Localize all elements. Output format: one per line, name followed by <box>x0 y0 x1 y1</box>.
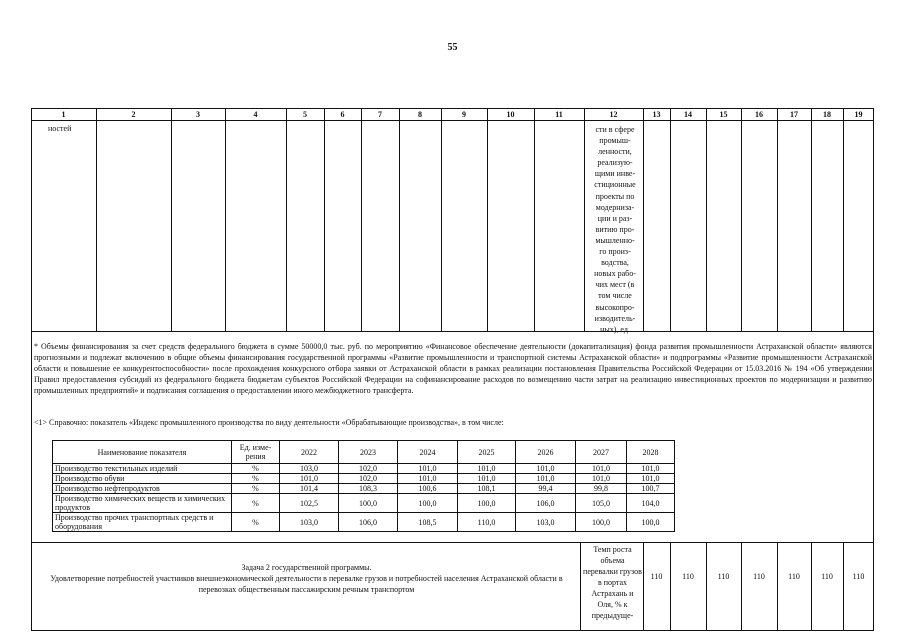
indicator-line: модерниза- <box>595 202 635 212</box>
row-value: 102,0 <box>339 464 398 474</box>
row-value: 99,4 <box>516 484 576 494</box>
task-value: 110 <box>717 572 730 581</box>
table-row <box>53 513 675 532</box>
column-number: 6 <box>340 110 345 119</box>
row-value: 101,0 <box>280 474 339 484</box>
header-year: 2023 <box>339 441 398 464</box>
row-value: 106,0 <box>516 494 576 513</box>
task-title: Задача 2 государственной программы. <box>241 563 372 572</box>
column-number: 7 <box>378 110 382 119</box>
task-text: Удовлетворение потребностей участников внешнеэкономической деятельности в перевалке грузов и потребностей населения Астраханской области в перевозках общественным пассажирским речным транспортом <box>50 574 563 594</box>
column-number: 11 <box>555 110 563 119</box>
col-divider <box>580 542 581 631</box>
column-number: 15 <box>719 110 728 119</box>
reference-note: <1> Справочно: показатель «Индекс промышленного производства по виду деятельности «Обрабатывающие производства», в том числе: <box>34 418 504 427</box>
indicator-line: новых рабо- <box>594 269 636 279</box>
task-value: 110 <box>650 572 663 581</box>
footnote-row-divider <box>31 542 874 543</box>
col-divider <box>741 542 742 631</box>
column-number: 13 <box>652 110 661 119</box>
row-value: 108,1 <box>458 484 516 494</box>
row-name: Производство прочих транспортных средств и оборудования <box>53 513 232 532</box>
row-value: 100,7 <box>627 484 675 494</box>
row-value: 99,8 <box>576 484 627 494</box>
row-name: Производство нефтепродуктов <box>53 484 232 494</box>
indicator-line: ции и раз- <box>597 213 633 223</box>
row-value: 100,0 <box>339 494 398 513</box>
header-year: 2024 <box>398 441 458 464</box>
col-divider <box>324 108 325 331</box>
col-divider <box>361 108 362 331</box>
column-number: 19 <box>854 110 863 119</box>
header-indicator-name: Наименование показателя <box>53 441 232 464</box>
col-divider <box>96 108 97 331</box>
indicator-line: витию про- <box>595 224 635 234</box>
column-number: 12 <box>609 110 618 119</box>
row-value: 101,0 <box>458 474 516 484</box>
row-name: Производство текстильных изделий <box>53 464 232 474</box>
table-row <box>53 494 675 513</box>
column-number: 10 <box>506 110 515 119</box>
row-name: Производство химических веществ и химических продуктов <box>53 494 232 513</box>
indicator-line: ленности, <box>598 147 632 157</box>
indicator-line: высокопро- <box>595 302 635 312</box>
row-value: 103,0 <box>280 464 339 474</box>
col-divider <box>777 542 778 631</box>
header-row-divider <box>31 120 874 121</box>
row-value: 101,0 <box>398 464 458 474</box>
col-divider <box>399 108 400 331</box>
col-divider <box>811 108 812 331</box>
col-divider <box>441 108 442 331</box>
indicator-line: мышленно- <box>595 235 635 245</box>
indicator-line: щими инве- <box>594 169 636 179</box>
indicator-line: том числе <box>598 291 632 301</box>
col-divider <box>643 108 644 331</box>
row-value: 100,0 <box>627 513 675 532</box>
row-value: 101,0 <box>576 464 627 474</box>
header-year: 2022 <box>280 441 339 464</box>
row-value: 101,0 <box>516 474 576 484</box>
task-value: 110 <box>753 572 765 581</box>
col-divider <box>741 108 742 331</box>
header-year: 2025 <box>458 441 516 464</box>
row-value: 108,3 <box>339 484 398 494</box>
table-row <box>53 474 675 484</box>
row-value: 102,5 <box>280 494 339 513</box>
continuation-row-divider <box>31 331 874 332</box>
indicator-line: проекты по <box>595 191 635 201</box>
row-value: 100,0 <box>398 494 458 513</box>
row-value: 100,6 <box>398 484 458 494</box>
reference-table-header <box>53 441 675 464</box>
page-number: 55 <box>447 42 458 53</box>
column-number: 4 <box>253 110 258 119</box>
column-number: 18 <box>823 110 831 119</box>
task-value: 110 <box>852 572 865 581</box>
indicator-line: сти в сфере <box>595 125 635 134</box>
col-divider <box>843 542 844 631</box>
column-number: 5 <box>303 110 307 119</box>
row-value: 102,0 <box>339 474 398 484</box>
row-unit: % <box>232 484 280 494</box>
task-indicator-name: Темп роста объема перевалки грузов в портах Астрахань и Оля, % к предыдуще- <box>583 545 642 620</box>
indicator-line: водства, <box>601 258 629 268</box>
column-number: 8 <box>418 110 422 119</box>
row-value: 100,0 <box>576 513 627 532</box>
column-number: 9 <box>462 110 466 119</box>
header-unit: Ед. изме-рения <box>232 441 280 464</box>
col-divider <box>670 108 671 331</box>
header-year: 2026 <box>516 441 576 464</box>
row-unit: % <box>232 494 280 513</box>
task-value: 110 <box>788 572 800 581</box>
indicator-line: стиционные <box>594 180 636 190</box>
row-unit: % <box>232 464 280 474</box>
footnote-text: * Объемы финансирования за счет средств федерального бюджета в сумме 50000,0 тыс. руб. по мероприятию «Финансовое обеспечение деятельности (докапитализация) фонда развития промышленности Астраханской области» являются прогнозными и подлежат включению в общие объемы финансирования государственной программы «Развитие промышленности и транспортной системы Астраханской области» и подпрограммы «Развитие промышленности Астраханской области и повышение ее конкурентоспособности» после прохождения конкурсного отбора заявки от Астраханской области в рамках реализации постановления Правительства Российской Федерации от 15.03.2016 № 194 «Об утверждении Правил предоставления субсидий из федерального бюджета бюджетам субъектов Российской Федерации на софинансирование расходов по возмещению части затрат на реализацию инвестиционных проектов по модернизации и развитию промышленных предприятий» и подписания соглашения о предоставлении иного межбюджетного трансферта. <box>34 342 872 395</box>
row-value: 103,0 <box>280 513 339 532</box>
row-value: 105,0 <box>576 494 627 513</box>
column-number: 3 <box>196 110 200 119</box>
row-value: 106,0 <box>339 513 398 532</box>
table-row <box>53 484 675 494</box>
header-year: 2027 <box>576 441 627 464</box>
indicator-line: ных), ед. <box>600 324 630 334</box>
row-value: 101,0 <box>458 464 516 474</box>
indicator-line: промыш- <box>599 136 631 146</box>
col-divider <box>286 108 287 331</box>
row-name: Производство обуви <box>53 474 232 484</box>
col-divider <box>843 108 844 331</box>
indicator-line: чих мест (в <box>595 280 635 290</box>
row-unit: % <box>232 474 280 484</box>
task-value: 110 <box>682 572 694 581</box>
column-number: 2 <box>131 110 136 119</box>
row-value: 110,0 <box>458 513 516 532</box>
row-value: 101,0 <box>398 474 458 484</box>
reference-table <box>52 440 675 532</box>
col-divider <box>534 108 535 331</box>
indicator-line: реализую- <box>597 158 633 168</box>
first-column-text: ностей <box>48 124 72 133</box>
row-value: 101,0 <box>627 474 675 484</box>
row-value: 101,0 <box>576 474 627 484</box>
row-value: 108,5 <box>398 513 458 532</box>
indicator-line: изводитель- <box>594 313 636 323</box>
col-divider <box>706 542 707 631</box>
col-divider <box>487 108 488 331</box>
col-divider <box>706 108 707 331</box>
col-divider <box>670 542 671 631</box>
row-value: 103,0 <box>516 513 576 532</box>
col-divider <box>811 542 812 631</box>
row-unit: % <box>232 513 280 532</box>
col-divider <box>643 542 644 631</box>
col-divider <box>171 108 172 331</box>
table-row <box>53 464 675 474</box>
row-value: 101,4 <box>280 484 339 494</box>
col-divider <box>777 108 778 331</box>
row-value: 101,0 <box>627 464 675 474</box>
header-year: 2028 <box>627 441 675 464</box>
indicator-line: го произ- <box>599 247 631 257</box>
column-number: 16 <box>755 110 763 119</box>
row-value: 100,0 <box>458 494 516 513</box>
column-number: 17 <box>790 110 798 119</box>
row-value: 101,0 <box>516 464 576 474</box>
task-value: 110 <box>821 572 833 581</box>
indicator-name-continuation <box>588 124 642 335</box>
column-number: 1 <box>61 110 66 119</box>
col-divider <box>584 108 585 331</box>
task-description <box>34 562 579 595</box>
column-number: 14 <box>684 110 692 119</box>
row-value: 104,0 <box>627 494 675 513</box>
col-divider <box>225 108 226 331</box>
